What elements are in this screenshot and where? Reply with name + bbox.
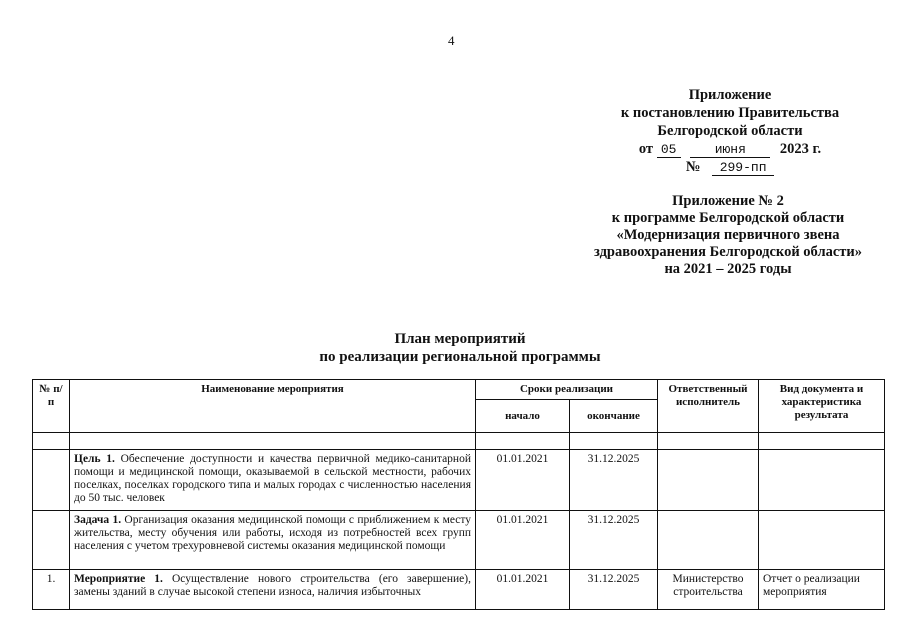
plan-table bbox=[32, 379, 885, 610]
date-month: июня bbox=[690, 142, 770, 158]
row-end: 31.12.2025 bbox=[570, 570, 658, 610]
appendix-2-line3: «Модернизация первичного звена bbox=[616, 227, 840, 243]
row-doc bbox=[759, 511, 885, 570]
row-end: 31.12.2025 bbox=[570, 450, 658, 511]
row-label: Мероприятие 1. bbox=[74, 573, 163, 585]
row-start: 01.01.2021 bbox=[476, 511, 570, 570]
row-name bbox=[70, 511, 476, 570]
plan-title-block bbox=[290, 330, 630, 366]
appendix-2-header bbox=[570, 193, 886, 278]
date-day: 05 bbox=[657, 142, 681, 158]
appendix-1-line2: к постановлению Правительства bbox=[620, 105, 840, 121]
header-start: начало bbox=[476, 400, 570, 433]
appendix-1-header bbox=[580, 86, 880, 176]
row-end: 31.12.2025 bbox=[570, 511, 658, 570]
row-start: 01.01.2021 bbox=[476, 570, 570, 610]
date-prefix: от bbox=[638, 141, 654, 157]
row-text: Осуществление нового строительства (его завершение), замены зданий в случае высокой степени износа, наличия избыточных bbox=[74, 573, 471, 598]
appendix-2-line5: на 2021 – 2025 годы bbox=[664, 261, 792, 277]
row-num: 1. bbox=[33, 570, 70, 610]
table-header-row bbox=[33, 380, 885, 400]
table-row bbox=[33, 511, 885, 570]
table-spacer-row bbox=[33, 433, 885, 450]
row-doc: Отчет о реализации мероприятия bbox=[759, 570, 885, 610]
row-start: 01.01.2021 bbox=[476, 450, 570, 511]
row-label: Цель 1. bbox=[74, 453, 115, 465]
row-doc bbox=[759, 450, 885, 511]
row-responsible bbox=[658, 450, 759, 511]
header-name: Наименование мероприятия bbox=[70, 380, 476, 433]
row-num bbox=[33, 511, 70, 570]
plan-title: План мероприятий bbox=[394, 331, 526, 347]
header-responsible: Ответственный исполнитель bbox=[658, 380, 759, 433]
number-value: 299-пп bbox=[712, 160, 774, 176]
table-row bbox=[33, 450, 885, 511]
page-number: 4 bbox=[448, 33, 455, 48]
row-name bbox=[70, 450, 476, 511]
table-row bbox=[33, 570, 885, 610]
appendix-2-line4: здравоохранения Белгородской области» bbox=[594, 244, 862, 260]
header-num: № п/п bbox=[33, 380, 70, 433]
header-doc: Вид документа и характеристика результата bbox=[759, 380, 885, 433]
row-responsible bbox=[658, 511, 759, 570]
row-responsible: Министерство строительства bbox=[658, 570, 759, 610]
appendix-1-line3: Белгородской области bbox=[657, 123, 803, 139]
appendix-1-title: Приложение bbox=[688, 87, 772, 103]
date-year: 2023 г. bbox=[779, 141, 822, 157]
row-num bbox=[33, 450, 70, 511]
number-prefix: № bbox=[685, 159, 701, 175]
header-period: Сроки реализации bbox=[476, 380, 658, 400]
plan-subtitle: по реализации региональной программы bbox=[319, 349, 601, 365]
row-text: Организация оказания медицинской помощи с приближением к месту жительства, месту обучения или работы, исходя из потребностей всех групп населения с учетом трехуровневой системы оказания медицинской помощи bbox=[74, 514, 471, 552]
appendix-2-title: Приложение № 2 bbox=[672, 193, 784, 209]
header-end: окончание bbox=[570, 400, 658, 433]
row-text: Обеспечение доступности и качества первичной медико-санитарной помощи и медицинской помощи, оказываемой в сельской местности, рабочих поселках, поселках городского типа и малых городах с численностью населения до 50 тыс. человек bbox=[74, 453, 471, 504]
row-label: Задача 1. bbox=[74, 514, 122, 526]
appendix-1-number-line bbox=[580, 158, 880, 176]
appendix-2-line2: к программе Белгородской области bbox=[611, 210, 845, 226]
appendix-1-date-line bbox=[580, 140, 880, 158]
row-name bbox=[70, 570, 476, 610]
